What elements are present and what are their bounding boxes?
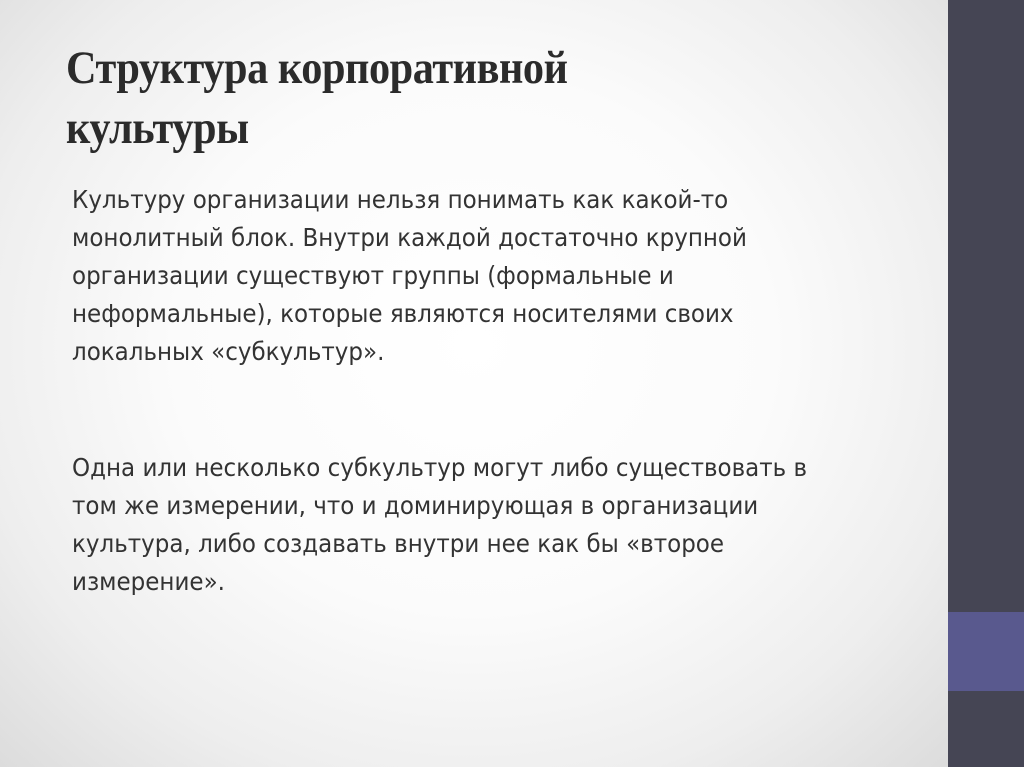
slide-title: Структура корпоративной культуры — [66, 42, 568, 154]
right-sidebar-decoration — [948, 0, 1024, 767]
paragraph-subcultures-dimension: Одна или несколько субкультур могут либо существовать в том же измерении, что и доминирующая в организации культура, либо создавать внутри нее как бы «второе измерение». — [72, 453, 808, 596]
paragraph-subcultures-intro: Культуру организации нельзя понимать как какой-то монолитный блок. Внутри каждой достаточно крупной организации существуют группы (формальные и неформальные), которые являются носителями своих локальных «субкультур». — [72, 185, 747, 366]
sidebar-accent-block — [948, 612, 1024, 691]
